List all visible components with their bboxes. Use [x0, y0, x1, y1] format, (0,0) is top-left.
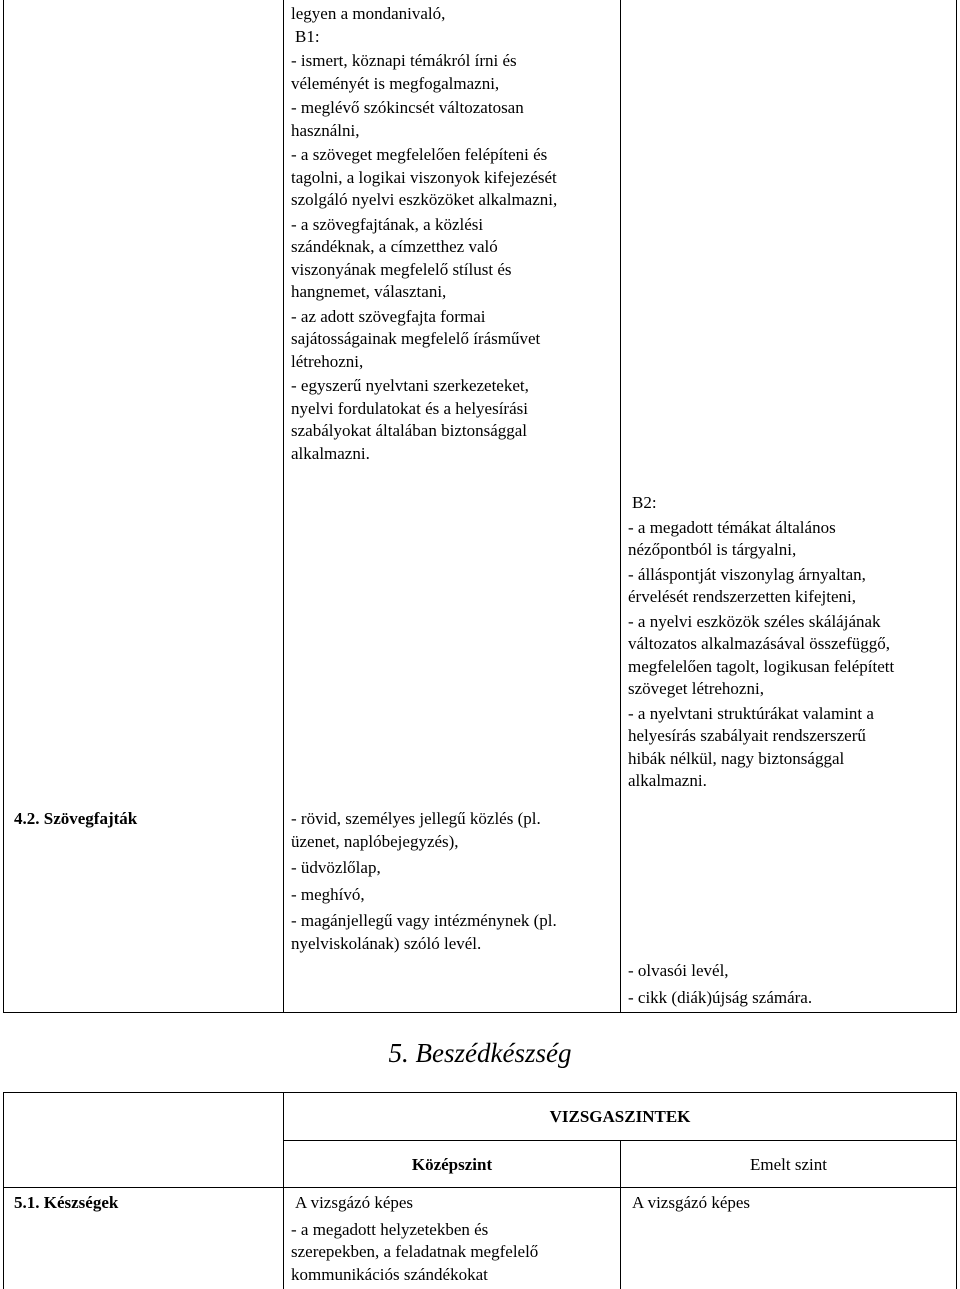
b1-line: tagolni, a logikai viszonyok kifejezését — [291, 167, 557, 187]
row-422-right-line: - cikk (diák)újság számára. — [628, 987, 813, 1007]
b1-line: - az adott szövegfajta formai — [291, 306, 486, 326]
b1-line: használni, — [291, 120, 360, 140]
b1-line: szándéknak, a címzetthez való — [291, 237, 498, 256]
table1-left-border — [3, 0, 4, 1013]
vizsgaszintek-header: VIZSGASZINTEK — [549, 1107, 691, 1126]
b2-line: szöveget létrehozni, — [628, 679, 764, 698]
row-51-right-block — [632, 1192, 954, 1215]
b1-level-label: B1: — [295, 26, 320, 46]
row-51-mid-line: - a megadott helyzetekben és — [291, 1219, 489, 1239]
table1-col2-divider — [620, 0, 621, 1013]
b2-line: érvelését rendszerzetten kifejteni, — [628, 587, 856, 606]
b1-line: szolgáló nyelvi eszközöket alkalmazni, — [291, 190, 558, 209]
section-heading: 5. Beszédkészség — [388, 1038, 572, 1068]
b2-line: változatos alkalmazásával összefüggő, — [628, 634, 890, 653]
b2-line: alkalmazni. — [628, 771, 707, 790]
row-422-mid-line: - rövid, személyes jellegű közlés (pl. — [291, 809, 541, 828]
b2-line: - a nyelvtani struktúrákat valamint a — [628, 703, 874, 723]
b1-line: szabályokat általában biztonsággal — [291, 421, 528, 440]
b1-line: - ismert, köznapi témákról írni és — [291, 51, 517, 70]
table2-right-border — [956, 1092, 957, 1289]
row-422-mid-line: - magánjellegű vagy intézménynek (pl. — [291, 911, 557, 930]
row-51-right-line: A vizsgázó képes — [632, 1193, 751, 1212]
b2-line: nézőpontból is tárgyalni, — [628, 540, 797, 559]
row-51-mid-line: szerepekben, a feladatnak megfelelő — [291, 1242, 539, 1261]
row-422-mid-line: - üdvözlőlap, — [291, 858, 381, 877]
b2-text-block — [628, 492, 954, 793]
b1-line: - egyszerű nyelvtani szerkezeteket, — [291, 376, 529, 395]
b2-line: helyesírás szabályait rendszerszerű — [628, 726, 866, 745]
kozepszint-header: Középszint — [411, 1155, 493, 1174]
row-51-mid-block — [291, 1192, 619, 1286]
b1-line: hangnemet, választani, — [291, 282, 447, 301]
table2-header-divider — [3, 1187, 957, 1188]
b1-line: - a szöveget megfelelően felépíteni és — [291, 145, 548, 164]
b2-line: - a megadott témákat általános — [628, 517, 836, 537]
table1-col1-divider — [283, 0, 284, 1013]
row-51-mid-line: A vizsgázó képes — [295, 1193, 414, 1212]
b1-line: alkalmazni. — [291, 443, 370, 463]
b2-line: megfelelően tagolt, logikusan felépített — [628, 656, 895, 676]
row-422-mid-block — [291, 808, 619, 955]
row-422-mid-line: üzenet, naplóbejegyzés), — [291, 831, 459, 851]
table2-left-border — [3, 1092, 4, 1289]
row-51-label: 5.1. Készségek — [14, 1193, 119, 1212]
b1-line: létrehozni, — [291, 351, 364, 371]
table2-top-border — [3, 1092, 957, 1093]
table1-bottom-border — [3, 1012, 957, 1013]
row-422-label: 4.2. Szövegfajták — [14, 809, 138, 828]
b1-line: sajátosságainak megfelelő írásművet — [291, 329, 541, 348]
table1-right-border — [956, 0, 957, 1013]
b2-line: - álláspontját viszonylag árnyaltan, — [628, 564, 866, 584]
b1-line: legyen a mondanivaló, — [291, 4, 446, 23]
table2-vizsga-divider — [283, 1140, 957, 1141]
b1-line: viszonyának megfelelő stílust és — [291, 259, 512, 279]
b1-line: nyelvi fordulatokat és a helyesírási — [291, 398, 528, 418]
emelt-szint-header: Emelt szint — [750, 1155, 827, 1174]
b2-line: hibák nélkül, nagy biztonsággal — [628, 748, 845, 768]
b1-line: - meglévő szókincsét változatosan — [291, 98, 524, 117]
b1-text-block — [291, 3, 619, 465]
b1-line: véleményét is megfogalmazni, — [291, 73, 500, 93]
b2-level-label: B2: — [632, 493, 657, 512]
row-422-right-line: - olvasói levél, — [628, 961, 729, 980]
row-51-mid-line: kommunikációs szándékokat — [291, 1264, 488, 1284]
row-422-mid-line: - meghívó, — [291, 884, 365, 904]
b2-line: - a nyelvi eszközök széles skálájának — [628, 611, 881, 631]
row-422-mid-line: nyelviskolának) szóló levél. — [291, 933, 482, 953]
b1-line: - a szövegfajtának, a közlési — [291, 214, 484, 234]
row-422-right-block — [628, 960, 954, 1009]
